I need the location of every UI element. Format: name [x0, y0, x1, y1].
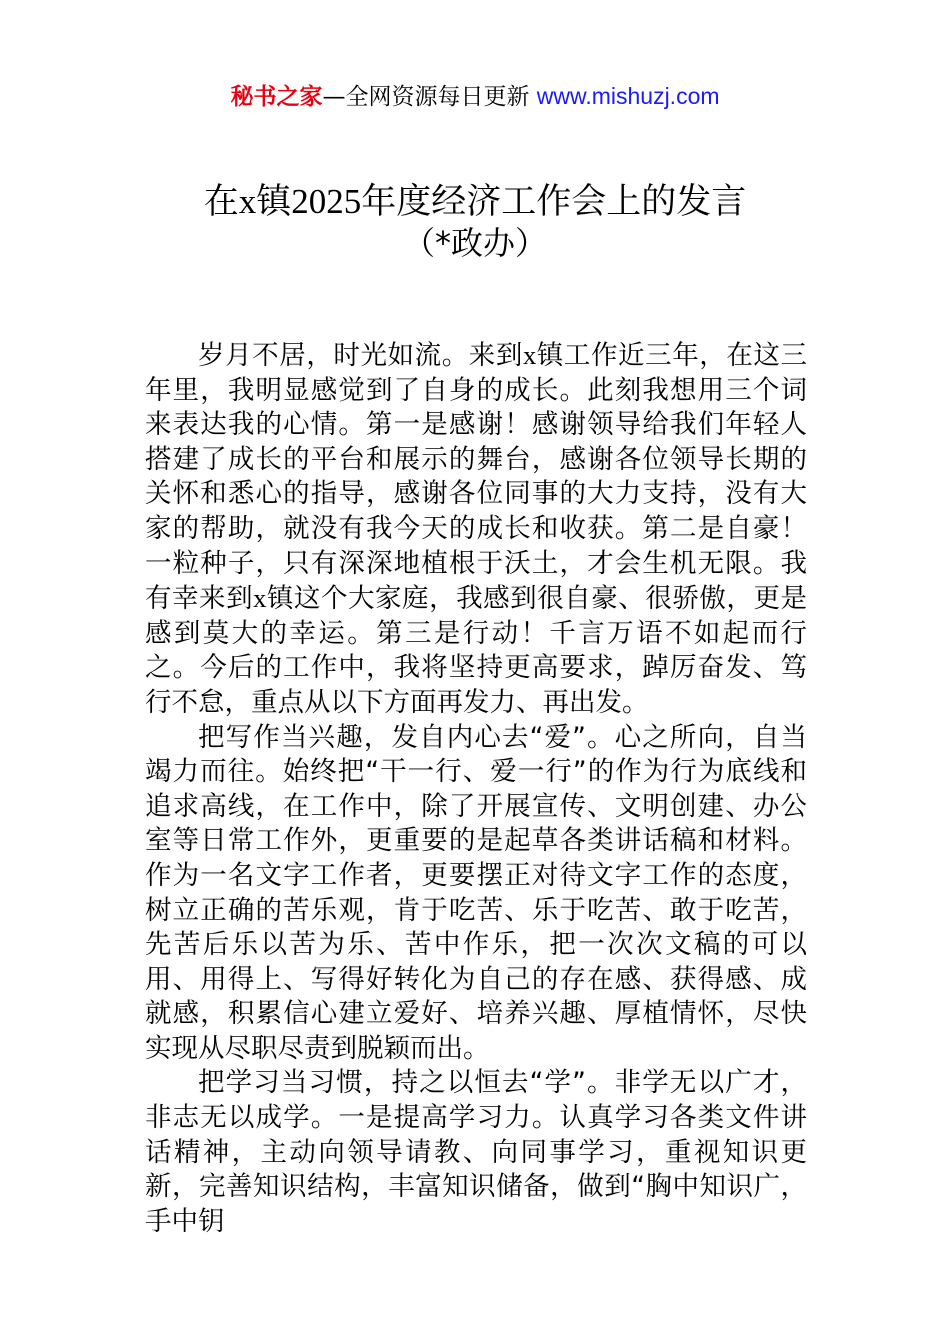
title-town: 镇	[256, 182, 292, 222]
paragraph-writing: 把写作当兴趣，发自内心去“爱”。心之所向，自当竭力而往。始终把“干一行、爱一行”的作为行为底线和追求高线，在工作中，除了开展宣传、文明创建、办公室等日常工作外，更重要的是起草各类讲话稿和材料。作为一名文字工作者，更要摆正对待文字工作的态度，树立正确的苦乐观，肯于吃苦、乐于吃苦、敢于吃苦，先苦后乐以苦为乐、苦中作乐，把一次次文稿的可以用、用得上、写得好转化为自己的存在感、获得感、成就感，积累信心建立爱好、培养兴趣、厚植情怀，尽快实现从尽职尽责到脱颖而出。	[145, 721, 807, 1064]
header-slogan: —全网资源每日更新	[322, 84, 530, 110]
title-year: 2025	[291, 182, 362, 221]
site-header	[0, 78, 950, 115]
paragraph-text: 镇工作近三年，在这三年里，我明显感觉到了自身的成长。此刻我想用三个词来表达我的心情。第一是感谢！感谢领导给我们年轻人搭建了成长的平台和展示的舞台，感谢各位领导长期的关怀和悉心的指导，感谢各位同事的大力支持，没有大家的帮助，就没有我今天的成长和收获。第二是自豪！一粒种子，只有深深地植根于沃土，才会生机无限。我有幸来到	[145, 340, 808, 615]
title-prefix: 在	[203, 182, 239, 222]
paragraph-text: x	[253, 583, 267, 614]
site-url[interactable]: www.mishuzj.com	[536, 83, 720, 109]
paragraph-intro	[145, 338, 807, 721]
title-x: x	[238, 182, 257, 221]
paragraph-text: 镇这个大家庭，我感到很自豪、很骄傲，更是感到莫大的幸运。第三是行动！千言万语不如起而行之。今后的工作中，我将坚持更高要求，踔厉奋发、笃行不怠，重点从以下方面再发力、再出发。	[145, 583, 807, 718]
paragraph-text: x	[522, 340, 537, 370]
paragraph-text: 岁月不居，时光如流。来到	[198, 340, 523, 371]
document-body	[145, 338, 807, 1239]
document-subtitle: （*政办）	[402, 224, 547, 262]
paragraph-learning: 把学习当习惯，持之以恒去“学”。非学无以广才，非志无以成学。一是提高学习力。认真学习各类文件讲话精神，主动向领导请教、向同事学习，重视知识更新，完善知识结构，丰富知识储备，做到“胸中知识广，手中钥	[145, 1067, 807, 1237]
title-suffix: 年度经济工作会上的发言	[361, 182, 747, 222]
brand-name: 秘书之家	[230, 84, 323, 110]
